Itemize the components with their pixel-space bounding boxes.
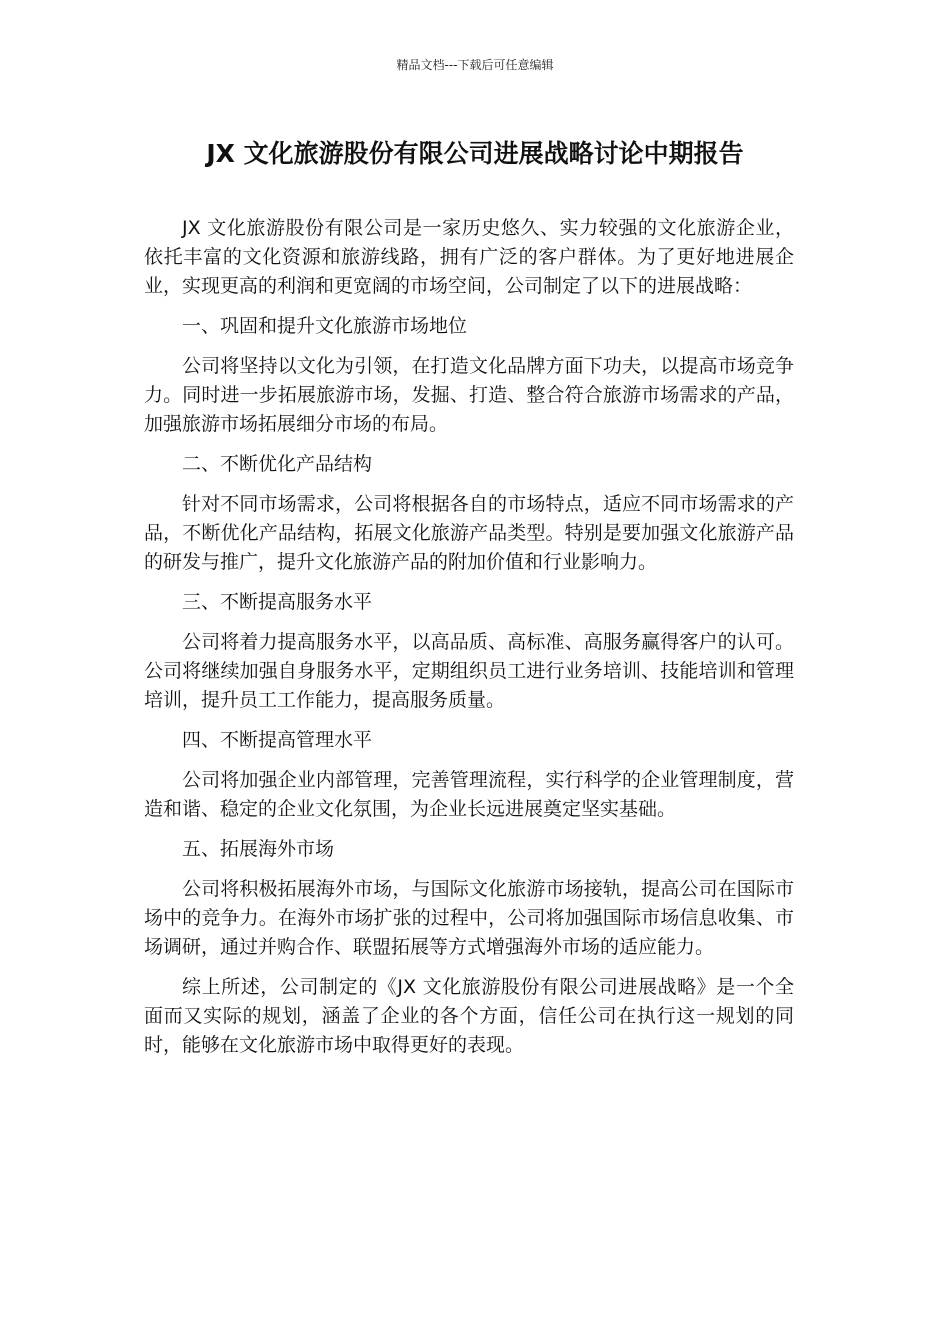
section-heading-1: 一、巩固和提升文化旅游市场地位 xyxy=(182,315,468,337)
document-body xyxy=(144,214,794,1071)
section-paragraph-4: 公司将加强企业内部管理，完善管理流程，实行科学的企业管理制度，营造和谐、稳定的企业文化氛围，为企业长远进展奠定坚实基础。 xyxy=(144,769,794,820)
section-paragraph-1: 公司将坚持以文化为引领，在打造文化品牌方面下功夫，以提高市场竞争力。同时进一步拓展旅游市场，发掘、打造、整合符合旅游市场需求的产品，加强旅游市场拓展细分市场的布局。 xyxy=(144,355,794,435)
section-heading-3: 三、不断提高服务水平 xyxy=(182,591,373,613)
intro-paragraph: JX 文化旅游股份有限公司是一家历史悠久、实力较强的文化旅游企业，依托丰富的文化资源和旅游线路，拥有广泛的客户群体。为了更好地进展企业，实现更高的利润和更宽阔的市场空间，公司制定了以下的进展战略： xyxy=(144,217,794,297)
section-heading-5: 五、拓展海外市场 xyxy=(182,838,335,860)
section-heading-4: 四、不断提高管理水平 xyxy=(182,729,373,751)
section-heading-2: 二、不断优化产品结构 xyxy=(182,453,373,475)
header-note: 精品文档---下载后可任意编辑 xyxy=(396,58,554,72)
section-paragraph-2: 针对不同市场需求，公司将根据各自的市场特点，适应不同市场需求的产品，不断优化产品结构，拓展文化旅游产品类型。特别是要加强文化旅游产品的研发与推广，提升文化旅游产品的附加价值和行业影响力。 xyxy=(144,493,794,573)
section-paragraph-3: 公司将着力提高服务水平，以高品质、高标准、高服务赢得客户的认可。公司将继续加强自身服务水平，定期组织员工进行业务培训、技能培训和管理培训，提升员工工作能力，提高服务质量。 xyxy=(144,631,794,711)
conclusion-paragraph: 综上所述，公司制定的《JX 文化旅游股份有限公司进展战略》是一个全面而又实际的规划，涵盖了企业的各个方面，信任公司在执行这一规划的同时，能够在文化旅游市场中取得更好的表现。 xyxy=(144,976,794,1056)
document-title: JX 文化旅游股份有限公司进展战略讨论中期报告 xyxy=(206,139,744,168)
section-paragraph-5: 公司将积极拓展海外市场，与国际文化旅游市场接轨，提高公司在国际市场中的竞争力。在海外市场扩张的过程中，公司将加强国际市场信息收集、市场调研，通过并购合作、联盟拓展等方式增强海外市场的适应能力。 xyxy=(144,878,794,958)
